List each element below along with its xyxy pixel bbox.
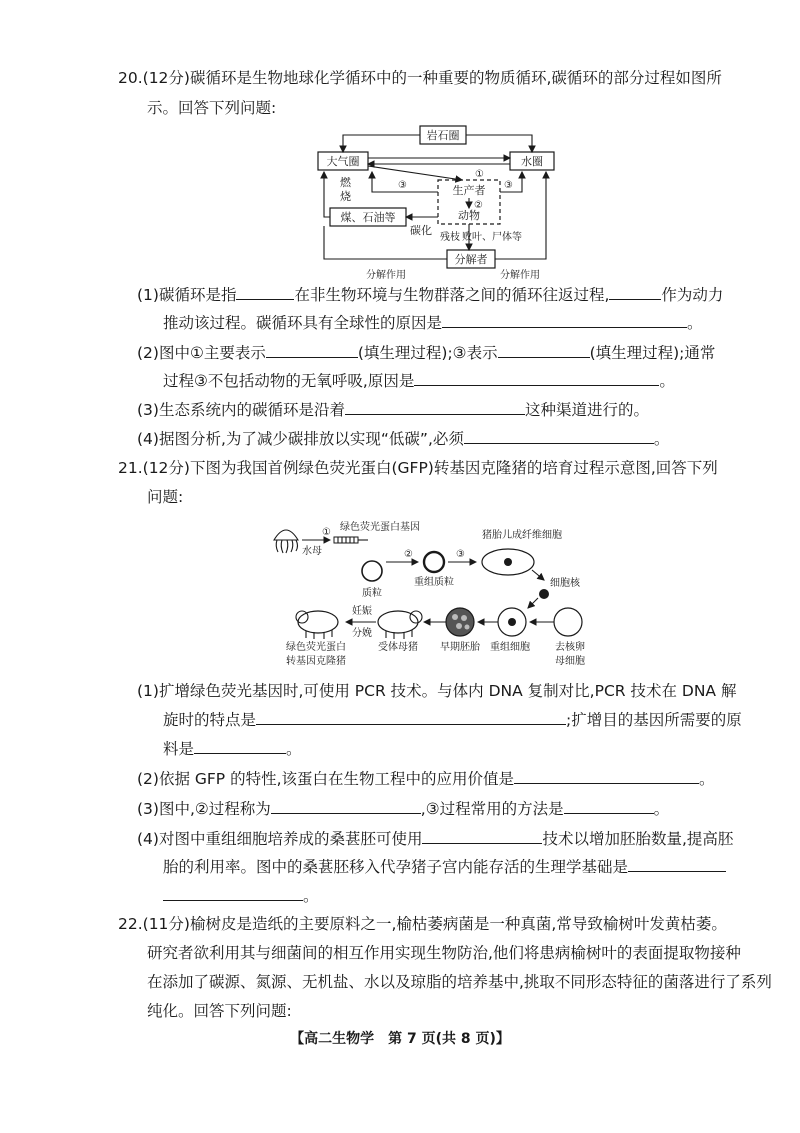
- q21-part4-line2: 胎的利用率。图中的桑葚胚移入代孕猪子宫内能存活的生理学基础是: [163, 855, 726, 878]
- plasmid-label: 质粒: [362, 588, 382, 599]
- hydrosphere-label: 水圈: [521, 155, 543, 168]
- step-1-mark: ①: [322, 527, 331, 538]
- q21-stem-line2: 问题:: [147, 488, 184, 506]
- q20-p2-blank-3[interactable]: [414, 369, 659, 386]
- birth-label: 分娩: [352, 628, 372, 639]
- animal-label: 动物: [458, 209, 480, 222]
- enucleated-label-2: 母细胞: [555, 656, 585, 667]
- q21-part3-line: (3)图中,②过程称为 ,③过程常用的方法是 。: [137, 797, 669, 820]
- recipient-sow-label: 受体母猪: [378, 642, 418, 653]
- transgenic-pig-icon: [296, 611, 338, 639]
- q20-stem-line1: 20.(12分)碳循环是生物地球化学循环中的一种重要的物质循环,碳循环的部分过程如图所: [118, 69, 722, 87]
- q20-part2-line2: 过程③不包括动物的无氧呼吸,原因是 。: [163, 369, 675, 392]
- enucleated-oocyte-icon: [554, 608, 582, 636]
- q20-p3-blank[interactable]: [345, 398, 525, 415]
- burning-label-2: 烧: [340, 190, 351, 203]
- atmosphere-label: 大气圈: [326, 155, 360, 168]
- q20-p2-blank-2[interactable]: [498, 341, 590, 358]
- carbon-cycle-diagram: [300, 122, 570, 282]
- gfp-pig-label-2: 转基因克隆猪: [286, 656, 346, 667]
- mark-3-right: ③: [504, 180, 513, 191]
- burning-label-1: 燃: [340, 176, 351, 189]
- q22-line1: 22.(11分)榆树皮是造纸的主要原料之一,榆枯萎病菌是一种真菌,常导致榆树叶发黄枯萎。: [118, 915, 727, 933]
- recipient-sow-icon: [378, 611, 422, 639]
- q20-part1-line1: (1)碳循环是指 在非生物环境与生物群落之间的循环往返过程, 作为动力: [137, 283, 723, 306]
- q22-line4: 纯化。回答下列问题:: [147, 1002, 292, 1020]
- q22-line2: 研究者欲利用其与细菌间的相互作用实现生物防治,他们将患病榆树叶的表面提取物接种: [147, 944, 741, 962]
- q21-p4-blank-1[interactable]: [422, 827, 542, 844]
- q20-p2-blank-1[interactable]: [266, 341, 358, 358]
- q21-p3-blank-2[interactable]: [564, 797, 654, 814]
- q21-part1-line1: (1)扩增绿色荧光基因时,可使用 PCR 技术。与体内 DNA 复制对比,PCR 技术在 DNA 解: [137, 682, 737, 700]
- q20-part4-line: (4)据图分析,为了减少碳排放以实现“低碳”,必须 。: [137, 427, 669, 450]
- q21-part1-line3: 料是 。: [163, 737, 302, 760]
- q20-p4-blank[interactable]: [464, 427, 654, 444]
- nucleus-icon: [539, 589, 549, 599]
- q20-p1-blank-1[interactable]: [236, 283, 294, 300]
- pregnancy-label: 妊娠: [352, 606, 372, 617]
- q22-line3: 在添加了碳源、氮源、无机盐、水以及琼脂的培养基中,挑取不同形态特征的菌落进行了系列: [147, 973, 772, 991]
- fetal-cell-nucleus-icon: [504, 558, 512, 566]
- q21-p1-blank-1[interactable]: [256, 708, 566, 725]
- q20-p1-blank-3[interactable]: [442, 311, 687, 328]
- carbonize-label: 碳化: [410, 224, 432, 237]
- decomposition-right-label: 分解作用: [500, 270, 540, 281]
- q20-p1-blank-2[interactable]: [609, 283, 661, 300]
- step-2-mark: ②: [404, 549, 413, 560]
- gfp-gene-label: 绿色荧光蛋白基因: [340, 522, 420, 533]
- q21-p1-blank-2[interactable]: [194, 737, 286, 754]
- gfp-pig-label-1: 绿色荧光蛋白: [286, 642, 346, 653]
- mark-1: ①: [475, 169, 484, 180]
- producer-label: 生产者: [452, 184, 486, 197]
- q21-part4-line3: 。: [163, 884, 319, 907]
- q21-part4-line1: (4)对图中重组细胞培养成的桑葚胚可使用 技术以增加胚胎数量,提高胚: [137, 827, 733, 850]
- lithosphere-label: 岩石圈: [426, 129, 460, 142]
- nucleus-label: 细胞核: [550, 578, 580, 589]
- plasmid-icon: [362, 561, 382, 581]
- mark-2: ②: [474, 200, 483, 211]
- jellyfish-icon: [274, 530, 298, 553]
- q21-p2-blank[interactable]: [514, 767, 699, 784]
- q21-p4-blank-2[interactable]: [628, 855, 726, 872]
- fetal-cell-label: 猪胎儿成纤维细胞: [482, 530, 562, 541]
- recombinant-plasmid-icon: [424, 552, 444, 572]
- q20-part1-line2: 推动该过程。碳循环具有全球性的原因是 。: [163, 311, 703, 334]
- q20-part3-line: (3)生态系统内的碳循环是沿着 这种渠道进行的。: [137, 398, 649, 421]
- step-3-mark: ③: [456, 549, 465, 560]
- enucleated-label-1: 去核卵: [555, 642, 585, 653]
- recombinant-cell-label: 重组细胞: [490, 642, 530, 653]
- q20-part2-line1: (2)图中①主要表示 (填生理过程);③表示 (填生理过程);通常: [137, 341, 715, 364]
- page-footer: 【高二生物学 第 7 页(共 8 页)】: [290, 1031, 510, 1047]
- q21-part2-line: (2)依据 GFP 的特性,该蛋白在生物工程中的应用价值是 。: [137, 767, 715, 790]
- early-embryo-icon: [446, 608, 474, 636]
- fossil-fuel-label: 煤、石油等: [340, 211, 396, 224]
- q21-stem-line1: 21.(12分)下图为我国首例绿色荧光蛋白(GFP)转基因克隆猪的培育过程示意图,回答下列: [118, 459, 718, 477]
- early-embryo-label: 早期胚胎: [440, 642, 480, 653]
- q21-p3-blank-1[interactable]: [271, 797, 421, 814]
- q20-stem-line2: 示。回答下列问题:: [147, 99, 277, 117]
- decomposition-left-label: 分解作用: [366, 270, 406, 281]
- gene-fragment-icon: [334, 537, 368, 543]
- recombinant-plasmid-label: 重组质粒: [414, 577, 454, 588]
- mark-3-left: ③: [398, 180, 407, 191]
- gfp-pig-diagram: [268, 518, 608, 672]
- q21-part1-line2: 旋时的特点是 ;扩增目的基因所需要的原: [163, 708, 742, 731]
- jellyfish-label: 水母: [302, 546, 322, 557]
- q21-p4-blank-2-continued[interactable]: [163, 884, 303, 901]
- residue-label: 残枝 败叶、尸体等: [440, 232, 522, 243]
- decomposer-label: 分解者: [454, 253, 488, 266]
